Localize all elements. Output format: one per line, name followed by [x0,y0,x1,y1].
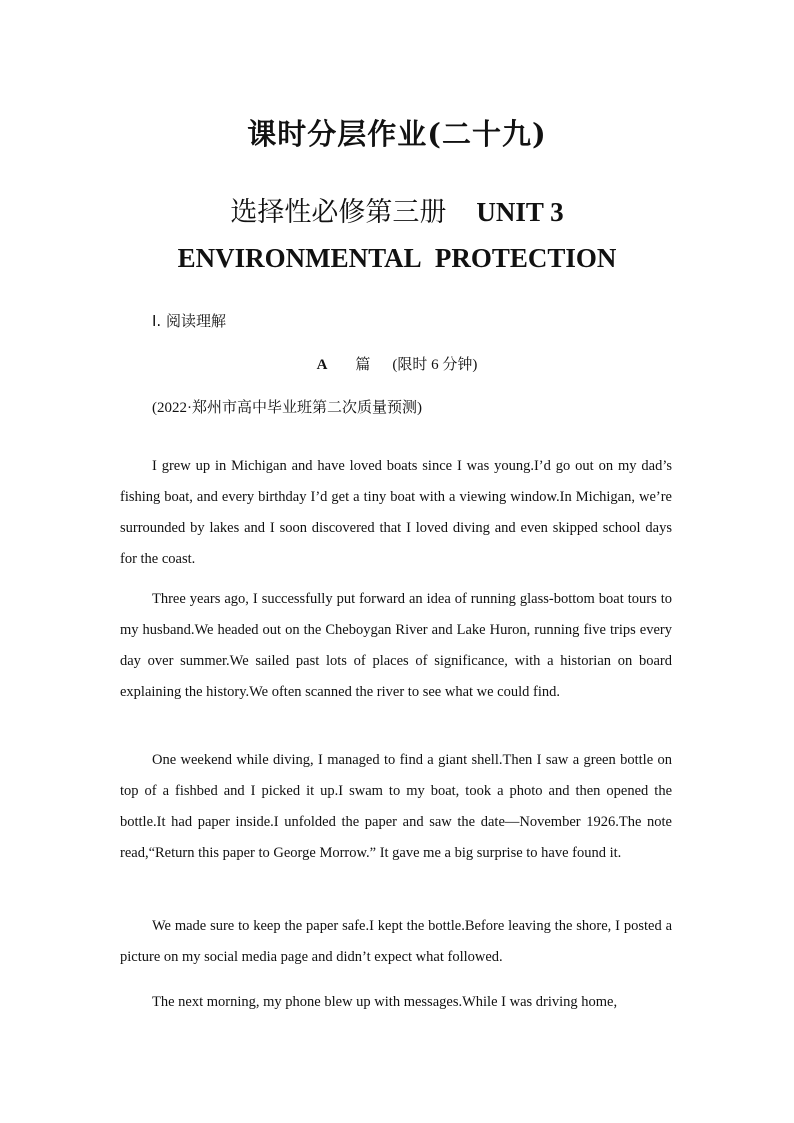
page-subtitle [0,190,794,229]
paragraph: The next morning, my phone blew up with messages.While I was driving home, [152,993,618,1010]
unit-title: ENVIRONMENTAL PROTECTION [177,243,617,273]
passage-source: (2022·郑州市高中毕业班第二次质量预测) [152,400,422,416]
passage-char: 篇 [355,357,371,373]
passage-heading [0,353,794,374]
paragraph: One weekend while diving, I managed to find a giant shell.Then I saw a green bottle on top of a fishbed and I picked it up.I swam to my boat, took a photo and then opened the bottle.It had paper inside.I unfolded the paper and saw the date—November 1926.The note read,“Return this paper to George Morrow.” It gave me a big surprise to have found it. [120,751,672,861]
subtitle-unit: UNIT 3 [476,197,564,227]
subtitle-book: 选择性必修第三册 [230,197,447,228]
section-heading: Ⅰ. 阅读理解 [152,312,226,330]
paragraph: We made sure to keep the paper safe.I kept the bottle.Before leaving the shore, I posted a picture on my social media page and didn’t expect what followed. [120,917,672,965]
passage-label: A [316,357,328,373]
paragraph: Three years ago, I successfully put forward an idea of running glass-bottom boat tours to my husband.We headed out on the Cheboygan River and Lake Huron, running five trips every day over summer.We sailed past lots of places of significance, with a historian on board explaining the history.We often scanned the river to see what we could find. [120,590,672,700]
time-limit: (限时 6 分钟) [392,357,478,373]
page-title: 课时分层作业(二十九) [247,117,547,151]
paragraph: I grew up in Michigan and have loved boats since I was young.I’d go out on my dad’s fishing boat, and every birthday I’d get a tiny boat with a viewing window.In Michigan, we’re surrounded by lakes and I soon discovered that I loved diving and even skipped school days for the coast. [120,457,672,567]
